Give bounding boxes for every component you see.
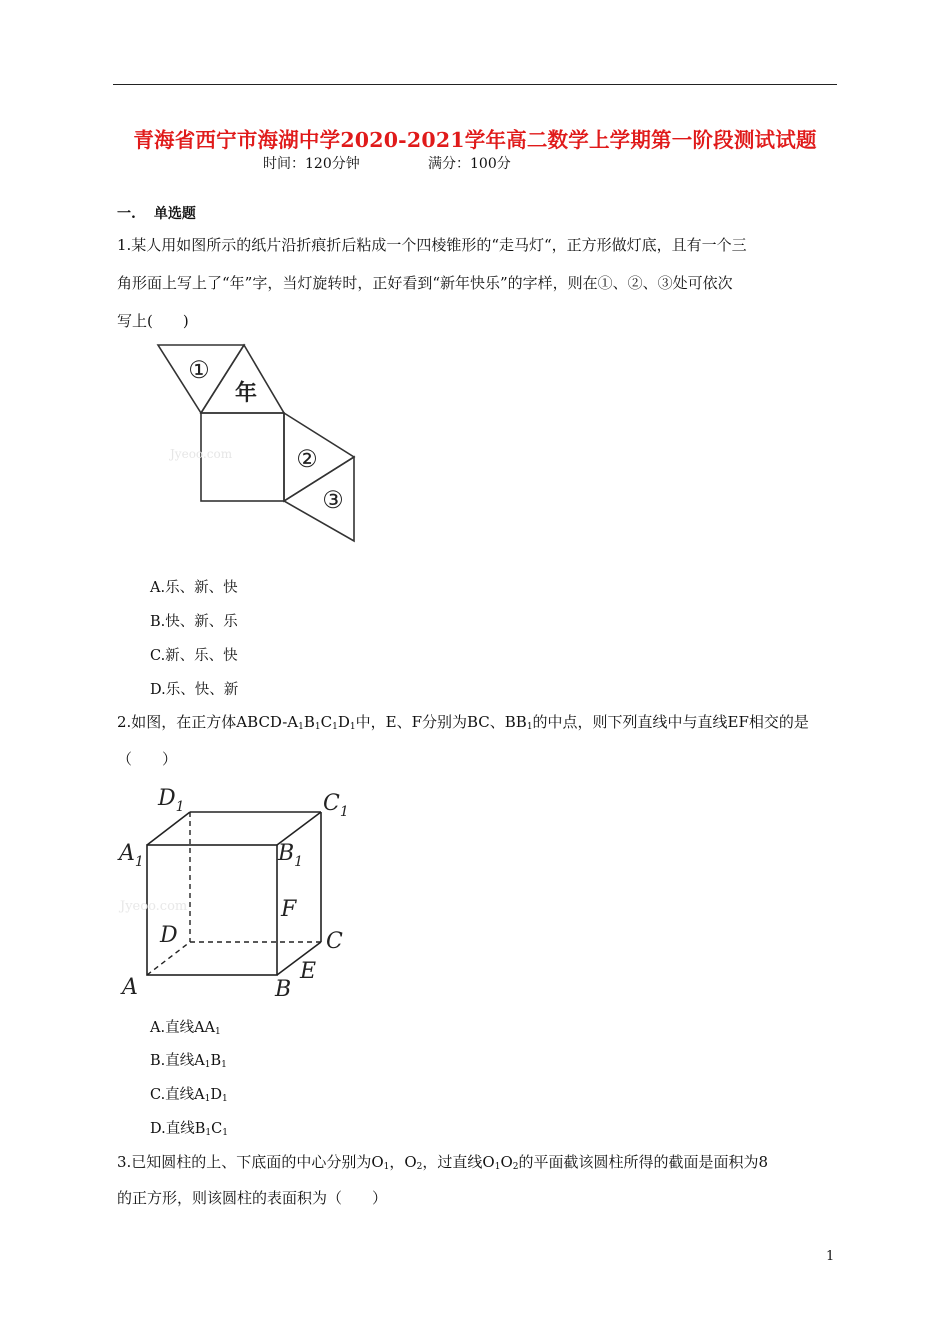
- exam-time: 时间：120分钟: [263, 156, 360, 172]
- q2-text-part: 中，E、F分别为BC、BB: [355, 713, 527, 731]
- subscript: 1: [494, 1162, 501, 1172]
- q2-text-part: C: [320, 713, 333, 731]
- subscript: 1: [215, 1027, 221, 1037]
- q2-cube-figure: [112, 780, 362, 1005]
- option-text: A.直线AA: [150, 1020, 216, 1036]
- subscript: 1: [205, 1128, 212, 1138]
- subscript: 2: [512, 1162, 519, 1172]
- q2-option-d[interactable]: [150, 1117, 228, 1138]
- subscript: 2: [416, 1162, 423, 1172]
- subscript: 1: [349, 722, 356, 732]
- subscript: 1: [314, 722, 321, 732]
- q2-option-b[interactable]: [150, 1049, 227, 1070]
- subscript: 1: [383, 1162, 390, 1172]
- q1-line-1: 1.某人用如图所示的纸片沿折痕折后粘成一个四棱锥形的“走马灯“，正方形做灯底，且有一个三: [117, 236, 747, 254]
- q1-line-3: 写上( ): [117, 312, 189, 330]
- subscript: 1: [298, 722, 304, 732]
- q3-line-1: [117, 1151, 768, 1172]
- option-text: D.直线B: [150, 1121, 206, 1137]
- q2-line-1: [117, 711, 809, 732]
- option-text: B.直线A: [150, 1053, 205, 1069]
- subscript: 1: [204, 1094, 211, 1104]
- header-rule: [113, 84, 837, 85]
- label-circle-3: ③: [322, 486, 344, 514]
- section-heading: [117, 203, 196, 223]
- q3-text-part: ，O: [389, 1153, 417, 1171]
- vertex-label-b: B: [275, 977, 292, 1002]
- vertex-label-d: D: [160, 923, 178, 948]
- point-label-e: E: [300, 959, 317, 984]
- q1-option-a[interactable]: A.乐、新、快: [150, 580, 238, 596]
- vertex-label-c: C: [326, 929, 343, 954]
- q2-text-part: B: [303, 713, 315, 731]
- q2-option-a[interactable]: [150, 1016, 221, 1037]
- vertex-label-b1: $B_1$: [278, 841, 304, 870]
- q2-text-part: D: [337, 713, 350, 731]
- q1-option-d[interactable]: D.乐、快、新: [150, 682, 239, 698]
- q1-figure-watermark: Jyeoo.com: [170, 447, 233, 461]
- page-title: 青海省西宁市海湖中学2020-2021学年高二数学上学期第一阶段测试试题: [133, 128, 817, 152]
- option-text: C.直线A: [150, 1087, 205, 1103]
- q3-text-part: O: [500, 1153, 513, 1171]
- q3-text-part: ，过直线O: [422, 1153, 495, 1171]
- q3-text-part: 的平面截该圆柱所得的截面是面积为8: [518, 1153, 769, 1171]
- exam-score: 满分：100分: [428, 156, 511, 172]
- q2-line-2: （ ）: [117, 750, 178, 768]
- label-nian: 年: [234, 380, 258, 406]
- vertex-label-c1: $C_1$: [323, 791, 349, 820]
- section-label: 单选题: [153, 206, 196, 222]
- section-number: 一.: [117, 206, 136, 222]
- page-number: 1: [826, 1249, 835, 1264]
- q2-text-part: 2.如图，在正方体ABCD-A: [117, 713, 299, 731]
- q3-line-2: 的正方形，则该圆柱的表面积为（ ）: [117, 1189, 388, 1207]
- subscript: 1: [526, 722, 533, 732]
- vertex-label-a1: $A_1$: [119, 841, 144, 870]
- q2-option-c[interactable]: [150, 1083, 228, 1104]
- subscript: 1: [222, 1094, 228, 1104]
- q1-option-b[interactable]: B.快、新、乐: [150, 614, 238, 630]
- vertex-label-a: A: [122, 975, 138, 1000]
- q2-figure-watermark: Jyeoo.com: [120, 899, 188, 914]
- q3-text-part: 3.已知圆柱的上、下底面的中心分别为O: [117, 1153, 384, 1171]
- option-text: C: [211, 1121, 223, 1137]
- q1-net-figure: [150, 340, 365, 550]
- point-label-f: F: [281, 897, 297, 922]
- subscript: 1: [204, 1060, 211, 1070]
- option-text: B: [210, 1053, 222, 1069]
- label-circle-2: ②: [296, 445, 318, 473]
- option-text: D: [210, 1087, 223, 1103]
- vertex-label-d1: $D_1$: [158, 786, 185, 815]
- q2-text-part: 的中点，则下列直线中与直线EF相交的是: [532, 713, 809, 731]
- q1-option-c[interactable]: C.新、乐、快: [150, 648, 238, 664]
- subscript: 1: [222, 1128, 228, 1138]
- subscript: 1: [221, 1060, 227, 1070]
- q1-line-2: 角形面上写上了“年”字，当灯旋转时，正好看到“新年快乐”的字样，则在①、②、③处可依次: [117, 274, 733, 292]
- label-circle-1: ①: [188, 356, 210, 384]
- subscript: 1: [332, 722, 338, 732]
- edge-a1-d1: [147, 812, 190, 845]
